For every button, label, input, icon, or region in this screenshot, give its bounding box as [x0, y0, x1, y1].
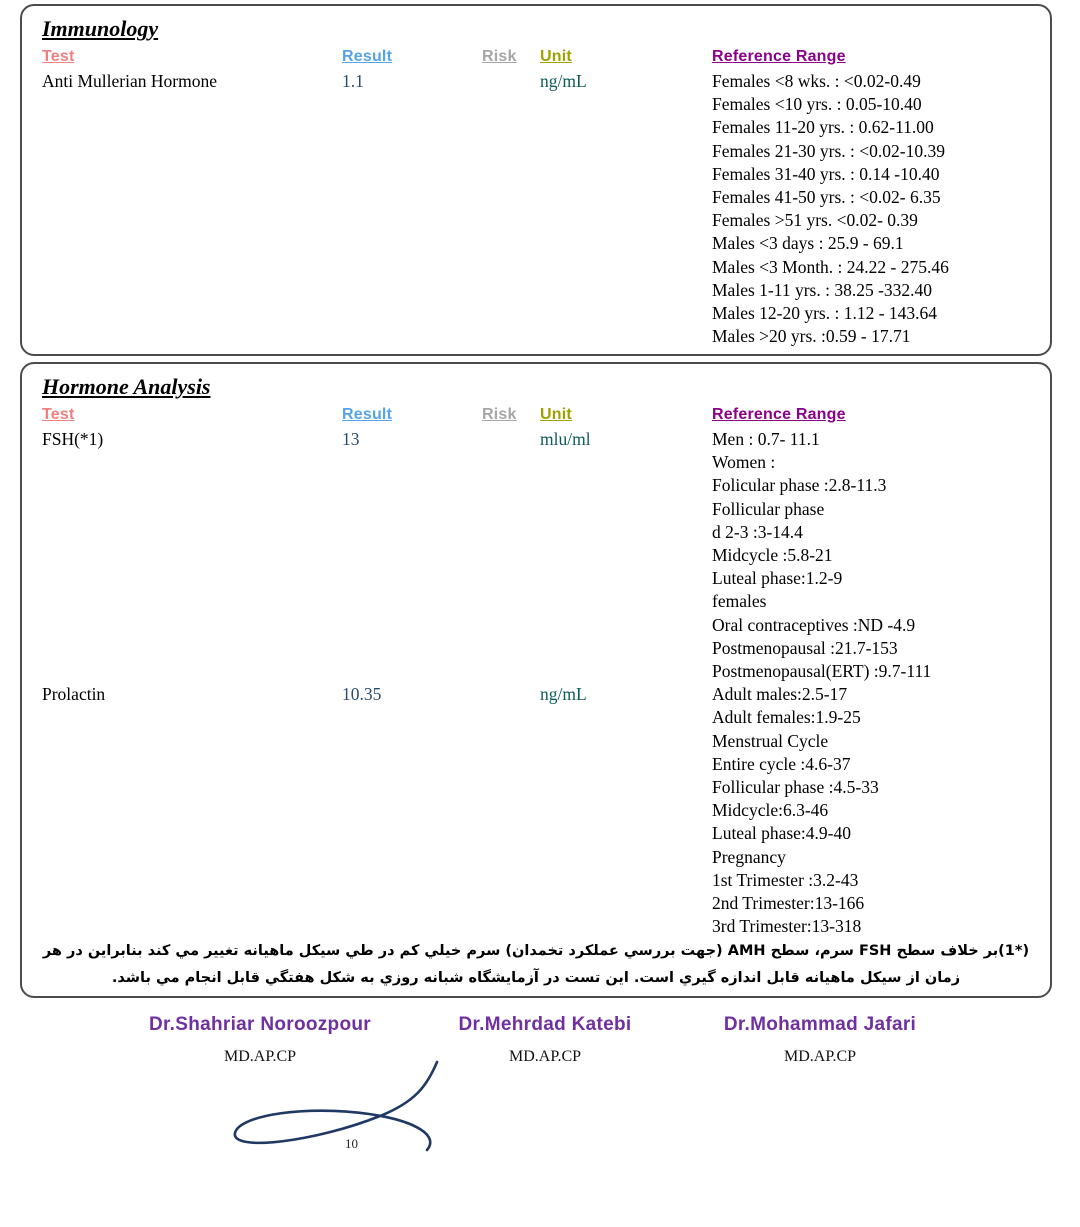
reference-line: Pregnancy — [712, 846, 786, 867]
column-header-unit: Unit — [540, 406, 572, 423]
footnote-line-2: زمان از سيكل ماهيانه قابل اندازه گيري است. اين تست در آزمايشگاه شبانه روزي به شكل هفتگي قابل انجام مي باشد. — [111, 970, 961, 987]
reference-line: Follicular phase :4.5-33 — [712, 777, 879, 798]
doctor-degree: MD.AP.CP — [783, 1048, 857, 1065]
reference-line: Females 11-20 yrs. : 0.62-11.00 — [712, 117, 934, 138]
reference-line: Males <3 days : 25.9 - 69.1 — [712, 233, 904, 254]
test-name: FSH(*1) — [42, 429, 104, 449]
reference-line: Females 31-40 yrs. : 0.14 -10.40 — [712, 163, 940, 184]
column-header-risk: Risk — [482, 406, 517, 423]
persian-footnote — [32, 938, 1040, 992]
column-header-test: Test — [42, 48, 75, 65]
reference-range-list — [712, 428, 1036, 683]
reference-line: Menstrual Cycle — [712, 730, 829, 751]
doctor-degree: MD.AP.CP — [508, 1048, 582, 1065]
result-value: 1.1 — [342, 71, 364, 91]
doctor-name: Dr.Mehrdad Katebi — [458, 1014, 632, 1035]
reference-line: d 2-3 :3-14.4 — [712, 521, 803, 542]
reference-line: 3rd Trimester:13-318 — [712, 916, 862, 937]
reference-line: Folicular phase :2.8-11.3 — [712, 475, 887, 496]
reference-line: females — [712, 591, 767, 612]
doctor-degree: MD.AP.CP — [223, 1048, 297, 1065]
signature-number: 10 — [345, 1136, 358, 1151]
reference-line: Entire cycle :4.6-37 — [712, 753, 851, 774]
reference-line: Males 12-20 yrs. : 1.12 - 143.64 — [712, 303, 938, 324]
reference-line: Men : 0.7- 11.1 — [712, 429, 820, 449]
reference-line: Males >20 yrs. :0.59 - 17.71 — [712, 326, 911, 347]
handwritten-signature — [175, 1058, 445, 1158]
reference-line: Males <3 Month. : 24.22 - 275.46 — [712, 256, 949, 277]
signatory-jafari — [660, 1014, 980, 1066]
result-value: 13 — [342, 429, 360, 449]
reference-line: Males 1-11 yrs. : 38.25 -332.40 — [712, 279, 933, 300]
column-header-result: Result — [342, 406, 393, 423]
unit-value: ng/mL — [540, 684, 587, 705]
unit-value: mlu/ml — [540, 429, 591, 449]
reference-range-list — [712, 70, 1036, 348]
reference-line: Luteal phase:4.9-40 — [712, 823, 851, 844]
column-header-reference: Reference Range — [712, 406, 846, 423]
test-name: Prolactin — [42, 684, 106, 705]
reference-line: Luteal phase:1.2-9 — [712, 568, 843, 589]
signatories-row — [0, 1014, 1080, 1214]
section-title-immunology: Immunology — [42, 16, 159, 41]
reference-line: Adult males:2.5-17 — [712, 684, 848, 705]
reference-range-list — [712, 683, 1036, 938]
column-header-reference: Reference Range — [712, 48, 846, 65]
reference-line: Females >51 yrs. <0.02- 0.39 — [712, 210, 918, 231]
column-header-test: Test — [42, 406, 75, 423]
doctor-name: Dr.Shahriar Noroozpour — [149, 1014, 371, 1035]
hormone-analysis-table — [42, 406, 1036, 938]
reference-line: Midcycle :5.8-21 — [712, 545, 833, 566]
reference-line: Postmenopausal :21.7-153 — [712, 637, 898, 658]
reference-line: 2nd Trimester:13-166 — [712, 893, 865, 914]
result-value: 10.35 — [342, 684, 382, 705]
signatory-katebi — [385, 1014, 705, 1066]
reference-line: Women : — [712, 452, 776, 473]
footnote-line-1: (*1)بر خلاف سطح FSH سرم، سطح AMH (جهت بررسي عملكرد تخمدان) سرم خيلي كم در طي سيكل ماهيانه تغيير مي كند بنابراين در هر — [42, 943, 1030, 960]
reference-line: Follicular phase — [712, 498, 825, 519]
doctor-name: Dr.Mohammad Jafari — [723, 1014, 917, 1035]
column-header-result: Result — [342, 48, 393, 65]
immunology-table — [42, 48, 1036, 348]
test-name: Anti Mullerian Hormone — [42, 71, 217, 91]
reference-line: Adult females:1.9-25 — [712, 707, 861, 728]
reference-line: Females <10 yrs. : 0.05-10.40 — [712, 94, 922, 115]
unit-value: ng/mL — [540, 71, 587, 91]
reference-line: Oral contraceptives :ND -4.9 — [712, 614, 916, 635]
immunology-panel — [20, 4, 1052, 356]
reference-line: Midcycle:6.3-46 — [712, 800, 829, 821]
hormone-analysis-panel — [20, 362, 1052, 998]
reference-line: Females 21-30 yrs. : <0.02-10.39 — [712, 140, 945, 161]
reference-line: Females 41-50 yrs. : <0.02- 6.35 — [712, 187, 941, 208]
reference-line: Females <8 wks. : <0.02-0.49 — [712, 71, 921, 91]
signatory-noroozpour — [100, 1014, 420, 1151]
column-header-risk: Risk — [482, 48, 517, 65]
reference-line: 1st Trimester :3.2-43 — [712, 869, 859, 890]
column-header-unit: Unit — [540, 48, 572, 65]
section-title-hormone-analysis: Hormone Analysis — [42, 374, 211, 399]
reference-line: Postmenopausal(ERT) :9.7-111 — [712, 661, 932, 682]
